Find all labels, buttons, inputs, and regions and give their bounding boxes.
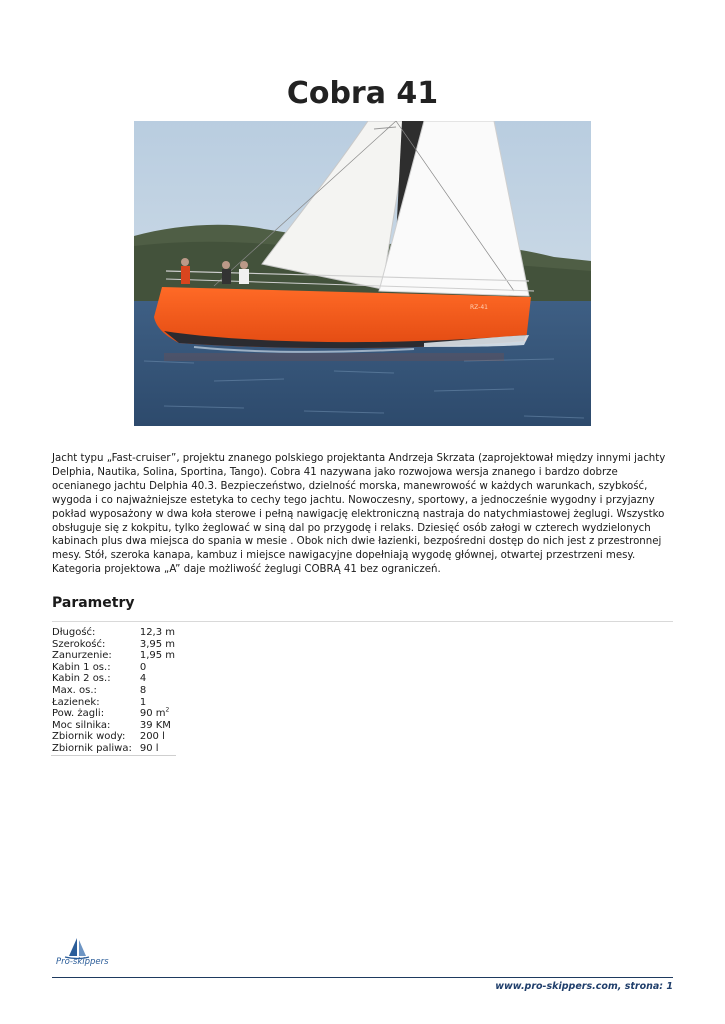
param-value [139, 627, 176, 639]
sail-number-text: RZ-41 [470, 304, 488, 311]
param-row [51, 731, 176, 743]
yacht-photo [134, 121, 591, 426]
footer-url-page[interactable]: www.pro-skippers.com, strona: 1 [495, 981, 673, 992]
param-value-text: 90 l [139, 742, 159, 754]
section-divider [52, 621, 673, 622]
parameters-table [51, 627, 176, 756]
param-label: Zbiornik wody: [52, 731, 126, 743]
yacht-illustration [134, 121, 591, 426]
param-row [51, 697, 176, 709]
param-label: Moc silnika: [52, 719, 111, 731]
yacht-description: Jacht typu „Fast-cruiser”, projektu znanego polskiego projektanta Andrzeja Skrzata (zaprojektował między innymi jachty Delphia, Nautika, Solina, Sportina, Tango). Cobra 41 nazywana jako rozwojowa wersja znanego i bardzo dobrze ocenianego jachtu Delphia 40.3. Bezpieczeństwo, dzielność morska, manewrowość w każdych warunkach, szybkość, wygoda i co najważniejsze estetyka to cechy tego jachtu. Nowoczesny, sportowy, a jednocześnie wygodny i przyjazny pokład wyposażony w dwa koła sterowe i pełną nawigację elektroniczną nastraja do natychmiastowej żeglugi. Wszystko obsługuje się z kokpitu, tylko żeglować w siną dal po przygodę i relaks. Dziesięć osób załogi w czterech wydzielonych kabinach plus dwa miejsca do spania w mesie . Obok nich dwie łazienki, bezpośredni dostęp do nich jest z przestronnej mesy. Stół, szeroka kanapa, kambuz i miejsce nawigacyjne dopełniają wygodę głównej, otwartej przestrzeni mesy. Kategoria projektowa „A” daje możliwość żeglugi COBRĄ 41 bez ograniczeń. [52, 453, 666, 576]
param-value-text: 1,95 m [139, 650, 176, 662]
param-label: Kabin 1 os.: [52, 661, 111, 673]
param-value [139, 697, 176, 709]
param-value [139, 685, 176, 697]
param-value [139, 650, 176, 662]
param-value-text: 90 m [139, 708, 166, 720]
logo-text: Pro-skippers [56, 957, 109, 967]
param-value-text: 4 [139, 673, 147, 685]
param-value [139, 639, 176, 651]
param-row [51, 673, 176, 685]
param-value [139, 743, 176, 755]
param-label: Pow. żagli: [52, 708, 105, 720]
param-value-text: 0 [139, 661, 147, 673]
param-label: Długość: [52, 627, 96, 638]
param-label: Max. os.: [52, 684, 97, 696]
param-row [51, 720, 176, 732]
param-row [51, 639, 176, 651]
param-value-text: 8 [139, 684, 147, 696]
param-row [51, 650, 176, 662]
param-value [139, 731, 176, 743]
param-label: Zanurzenie: [52, 650, 112, 662]
parameters-heading: Parametry [52, 595, 135, 611]
param-value [139, 708, 176, 720]
param-value-text: 3,95 m [139, 638, 176, 650]
param-value-text: 12,3 m [139, 627, 176, 638]
param-value [139, 662, 176, 674]
param-value-text: 1 [139, 696, 147, 708]
param-value [139, 673, 176, 685]
param-row [51, 685, 176, 697]
param-value-text: 200 l [139, 731, 165, 743]
param-label: Kabin 2 os.: [52, 673, 111, 685]
param-value-text: 39 KM [139, 719, 171, 731]
param-value-unit-exponent: 2 [165, 706, 170, 714]
footer-divider [52, 977, 673, 978]
param-row [51, 743, 176, 755]
param-row [51, 708, 176, 720]
param-label: Szerokość: [52, 638, 106, 650]
param-label: Zbiornik paliwa: [51, 743, 139, 755]
param-value [139, 720, 176, 732]
page-title: Cobra 41 [286, 76, 439, 112]
param-row [51, 627, 176, 639]
param-label: Łazienek: [52, 696, 100, 708]
param-row [51, 662, 176, 674]
